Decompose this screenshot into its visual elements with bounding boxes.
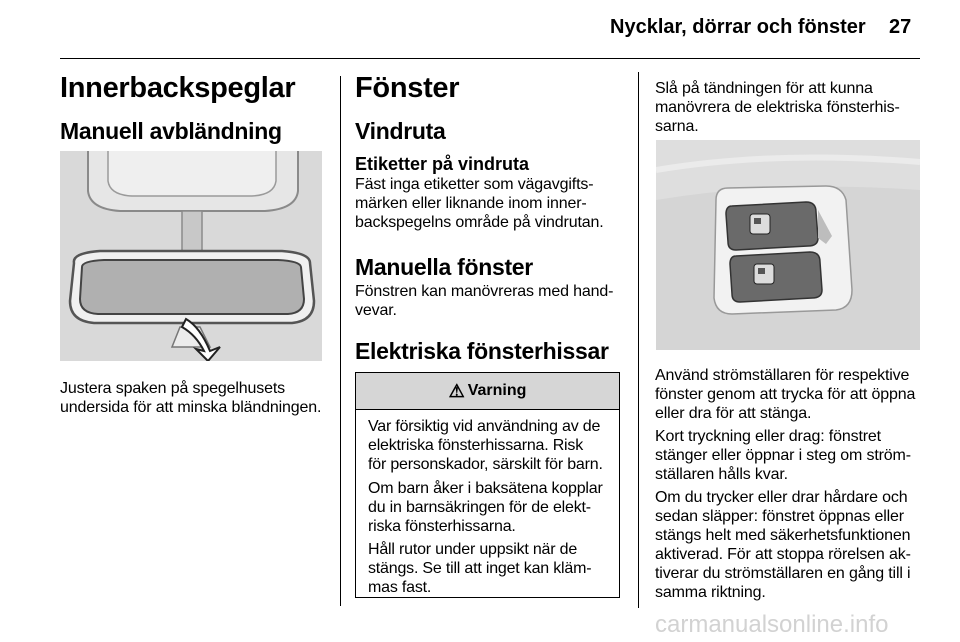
warning-p3-line-3: mas fast. — [368, 579, 432, 596]
mirror-caption-line-2: undersida för att minska bländningen. — [60, 399, 322, 416]
subsection-windshield-labels: Etiketter på vindruta — [355, 154, 530, 174]
section-windshield: Vindruta — [355, 118, 446, 144]
intro-line-2: manövrera de elektriska fönsterhis- — [655, 99, 900, 116]
switch-p3-line-4: aktiverad. För att stoppa rörelsen ak- — [655, 546, 911, 563]
warning-p3-line-1: Håll rutor under uppsikt när de — [368, 541, 578, 558]
labels-text-line-2: märken eller liknande inom inner- — [355, 195, 587, 212]
window-switch-illustration — [656, 140, 920, 350]
mirror-caption-line-1: Justera spaken på spegelhusets — [60, 380, 285, 397]
heading-windows: Fönster — [355, 72, 460, 104]
section-manual-windows: Manuella fönster — [355, 254, 533, 280]
switch-p3-line-3: stängs helt med säkerhetsfunktionen — [655, 527, 911, 544]
switch-p2-line-1: Kort tryckning eller drag: fönstret — [655, 428, 881, 445]
switch-p1-line-2: fönster genom att trycka för att öppna — [655, 386, 916, 403]
manual-windows-text-line-2: vevar. — [355, 302, 397, 319]
switch-p2-line-2: stänger eller öppnar i steg om ström- — [655, 447, 911, 464]
warning-p2-line-2: du in barnsäkringen för de elekt- — [368, 499, 591, 516]
switch-p3-line-1: Om du trycker eller drar hårdare och — [655, 489, 908, 506]
warning-p1-line-1: Var försiktig vid användning av de — [368, 418, 601, 435]
labels-text-line-3: backspegelns område på vindrutan. — [355, 214, 604, 231]
warning-p3-line-2: stängs. Se till att inget kan kläm- — [368, 560, 592, 577]
warning-p2-line-1: Om barn åker i baksätena kopplar — [368, 480, 603, 497]
watermark: carmanualsonline.info — [655, 611, 889, 638]
intro-line-1: Slå på tändningen för att kunna — [655, 80, 873, 97]
column-divider-right — [638, 72, 639, 608]
manual-windows-text-line-1: Fönstren kan manövreras med hand- — [355, 283, 614, 300]
header-rule — [60, 58, 920, 59]
running-header-title: Nycklar, dörrar och fönster — [610, 16, 866, 38]
rearview-mirror-drawing — [60, 151, 322, 361]
switch-p2-line-3: ställaren hålls kvar. — [655, 466, 788, 483]
warning-p1-line-2: elektriska fönsterhissarna. Risk — [368, 437, 584, 454]
warning-p2-line-3: riska fönsterhissarna. — [368, 518, 516, 535]
section-electric-windows: Elektriska fönsterhissar — [355, 338, 609, 364]
switch-p3-line-2: sedan släpper: fönstret öppnas eller — [655, 508, 904, 525]
switch-p3-line-5: tiverar du strömställaren en gång till i — [655, 565, 911, 582]
warning-header — [356, 373, 619, 410]
warning-title: Varning — [467, 382, 527, 399]
rearview-mirror-illustration — [60, 151, 322, 361]
warning-triangle-icon: ⚠ — [448, 380, 465, 401]
page-number: 27 — [889, 16, 912, 38]
switch-p3-line-6: samma riktning. — [655, 584, 766, 601]
column-divider-left — [340, 76, 341, 606]
heading-rearview-mirrors: Innerbackspeglar — [60, 72, 296, 104]
subheading-manual-dimming: Manuell avbländning — [60, 118, 282, 144]
labels-text-line-1: Fäst inga etiketter som vägavgifts- — [355, 176, 594, 193]
warning-p1-line-3: för personskador, särskilt för barn. — [368, 456, 603, 473]
window-switch-drawing — [656, 140, 920, 350]
warning-box — [355, 372, 620, 598]
intro-line-3: sarna. — [655, 118, 699, 135]
switch-p1-line-1: Använd strömställaren för respektive — [655, 367, 910, 384]
switch-p1-line-3: eller dra för att stänga. — [655, 405, 812, 422]
